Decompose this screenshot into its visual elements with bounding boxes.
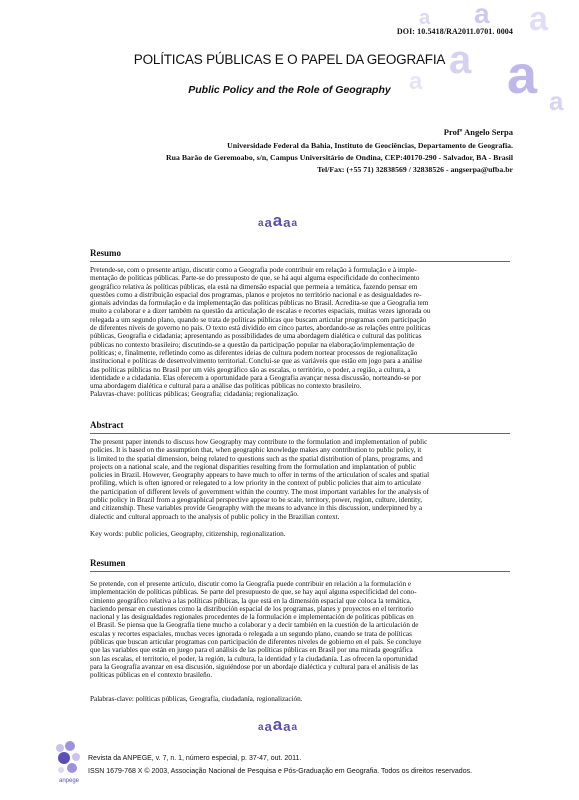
resumen-keywords: Palabras-clave: políticas públicas, Geografía, ciudadanía, regionalización.: [90, 695, 303, 703]
deco-letter-icon: a: [409, 68, 423, 95]
logo-letter: a: [272, 715, 283, 734]
abstract-heading: Abstract: [90, 420, 124, 430]
text-line: public policy in Brazil from a geographical perspective appear to be scale, territory, power, region, culture, identity,: [90, 496, 423, 505]
resumen-heading: Resumen: [90, 558, 126, 568]
text-line: geográfico relativa às políticas públicas, ela está na dimensão espacial que permeia a temática, fazendo pensar em: [90, 282, 418, 291]
text-line: institucional e políticas de desenvolvimento territorial. Conclui-se que as variáveis que estão em jogo para a análise: [90, 357, 423, 366]
paper-subtitle: Public Policy and the Role of Geography: [188, 84, 391, 96]
text-line: públicas, Geografia e cidadania; apresentando as possibilidades de uma abordagem dialética e cultural das políticas: [90, 332, 422, 341]
paper-title: POLÍTICAS PÚBLICAS E O PAPEL DA GEOGRAFIA: [133, 52, 446, 67]
text-line: relegada a um segundo plano, quando se trata de políticas públicas que buscam articular programas com participação: [90, 315, 427, 324]
text-line: is limited to the spatial dimension, being related to questions such as the spatial distribution of plans, programs, and: [90, 454, 423, 463]
abstract-body: [90, 438, 510, 521]
text-line: haciendo pensar en cuestiones como la distribución espacial de los programas, planes y proyectos en el territorio: [90, 604, 414, 613]
resumo-heading: Resumo: [90, 248, 121, 258]
aaaaa-logo: [258, 212, 297, 229]
text-line: escalas y recortes espaciales, muchas veces ignorada o relegada a un segundo plano, cuando se trata de políticas: [90, 629, 412, 638]
section-divider: [90, 433, 510, 434]
logo-letter: a: [291, 218, 298, 229]
deco-letter-icon: a: [449, 38, 472, 82]
text-line: de diferentes níveis de governo no país. O texto está dividido em cinco partes, abordando-se as relações entre políticas: [90, 324, 431, 333]
text-line: the participation of different levels of government within the country. The most important variables for the analysis of: [90, 487, 429, 496]
footer-citation: Revista da ANPEGE, v. 7, n. 1, número especial, p. 37-47, out. 2011.: [88, 755, 302, 762]
section-divider: [90, 261, 510, 262]
aaaaa-logo: [258, 716, 297, 733]
text-line: muito a colaborar e a dizer também na questão da articulação de escalas e recortes espaciais, muitas vezes ignorada ou: [90, 307, 431, 316]
deco-letter-icon: a: [419, 7, 431, 29]
text-line: públicas no contexto brasileiro; discutindo-se a questão da participação popular na elaboração/implementação de: [90, 340, 415, 349]
text-line: para la Geografía avanzar en esa discusión, siguiéndose por un abordaje dialéctica y cultural para el análisis de las: [90, 662, 419, 671]
anpege-logo-icon: [52, 740, 86, 788]
text-line: identidade e a cidadania. Elas oferecem a oportunidade para a Geografia avançar nessa discussão, norteando-se por: [90, 373, 422, 382]
logo-letter: a: [264, 215, 272, 230]
section-divider: [90, 571, 510, 572]
text-line: políticas públicas en el contexto brasileño.: [90, 671, 213, 680]
text-line: Se pretende, con el presente artículo, discutir como la Geografía puede contribuir en relación a la formulación e: [90, 580, 412, 588]
deco-letter-icon: a: [474, 0, 490, 29]
deco-letter-icon: a: [549, 86, 564, 116]
logo-letter: a: [258, 722, 264, 733]
text-line: policies. It is based on the assumption that, when geographic knowledge makes any contribution to public policy, it: [90, 446, 422, 455]
text-line: son las escalas, el territorio, el poder, la región, la cultura, la identidad y la ciudadanía. Las ofrecen la oportunidad: [90, 654, 418, 663]
text-line: gionais advindas da formulação e da implementação das políticas públicas no Brasil. Acredita-se que a Geografia tem: [90, 299, 429, 308]
doi: DOI: 10.5418/RA2011.0701. 0004: [396, 27, 513, 36]
text-line: The present paper intends to discuss how Geography may contribute to the formulation and implementation of public: [90, 438, 428, 446]
text-line: el Brasil. Se piensa que la Geografía tiene mucho a colaborar y a decir también en la cuestión de la articulación de: [90, 621, 419, 630]
text-line: nacional y las desigualdades regionales procedentes de la formulación e implementación de políticas públicas en: [90, 613, 414, 622]
text-line: policies in Brazil. However, Geography appears to have much to offer in terms of the articulation of scales and spatial: [90, 471, 430, 480]
deco-letter-icon: a: [529, 0, 548, 38]
logo-letter: a: [272, 211, 283, 230]
text-line: projects on a national scale, and the regional disparities resulting from the formulation and implantation of public: [90, 462, 416, 471]
text-line: questões como a distribuição espacial dos programas, planos e projetos no território nacional e as desigualdades re-: [90, 290, 422, 299]
text-line: dialectic and cultural approach to the analysis of public policy in the Brazilian context.: [90, 512, 340, 521]
text-line: uma abordagem dialética e cultural para a análise das políticas públicas no contexto brasileiro.: [90, 382, 362, 391]
footer-copyright: ISSN 1679-768 X © 2003, Associação Nacional de Pesquisa e Pós-Graduação em Geografia. Todos os direitos reservados.: [88, 768, 473, 775]
text-line: das políticas públicas no Brasil por um viés geográfico são as escalas, o território, o poder, a região, a cultura, a: [90, 365, 411, 374]
text-line: Pretende-se, com o presente artigo, discutir como a Geografia pode contribuir em relação à formulação e à imple-: [90, 266, 417, 274]
resumen-body: [90, 580, 510, 680]
resumo-body: [90, 266, 510, 399]
text-line: Palavras-chave: políticas públicas; Geografia; cidadania; regionalização.: [90, 390, 299, 399]
author-name: Profº Angelo Serpa: [443, 127, 513, 137]
logo-letter: a: [291, 722, 298, 733]
text-line: que las variables que están en juego para el análisis de las políticas públicas en Brasil por una mirada geográfica: [90, 646, 413, 655]
anpege-logo-text: anpege: [58, 778, 80, 784]
text-line: profiling, which is often ignored or relegated to a low priority in the context of public policies that aim to articulate: [90, 479, 422, 488]
affiliation-line: Tel/Fax: (+55 71) 32838569 / 32838526 - angserpa@ufba.br: [317, 165, 513, 174]
logo-letter: a: [283, 719, 291, 734]
abstract-keywords: Key words: public policies, Geography, citizenship, regionalization.: [90, 530, 286, 538]
logo-letter: a: [258, 218, 264, 229]
affiliation-line: Rua Barão de Geremoabo, s/n, Campus Universitário de Ondina, CEP:40170-290 - Salvador, BA - Brasil: [166, 153, 513, 162]
affiliation-line: Universidade Federal da Bahia, Instituto de Geociências, Departamento de Geografia.: [227, 141, 513, 150]
deco-letter-icon: a: [507, 45, 538, 105]
text-line: implementación de políticas públicas. Se parte del presupuesto de que, se hay aquí alguna especificidad del cono-: [90, 588, 417, 597]
text-line: cimiento geográfico relativa a las políticas públicas, la que está en la dimensión espacial que coloca la temática,: [90, 596, 412, 605]
text-line: and citizenship. These variables provide Geography with the means to advance in this discussion, underpinned by a: [90, 504, 423, 513]
text-line: mentação de políticas públicas. Parte-se do pressuposto de que, se há aqui alguma especificidade do conhecimento: [90, 274, 420, 283]
logo-letter: a: [264, 719, 272, 734]
text-line: públicas que buscan articular programas con participación de diferentes niveles de gobierno en el país. Se concluye: [90, 638, 422, 647]
logo-letter: a: [283, 215, 291, 230]
text-line: políticas; e, finalmente, refletindo como as diferentes ideias de cultura podem nortear processos de regionalização: [90, 348, 418, 357]
